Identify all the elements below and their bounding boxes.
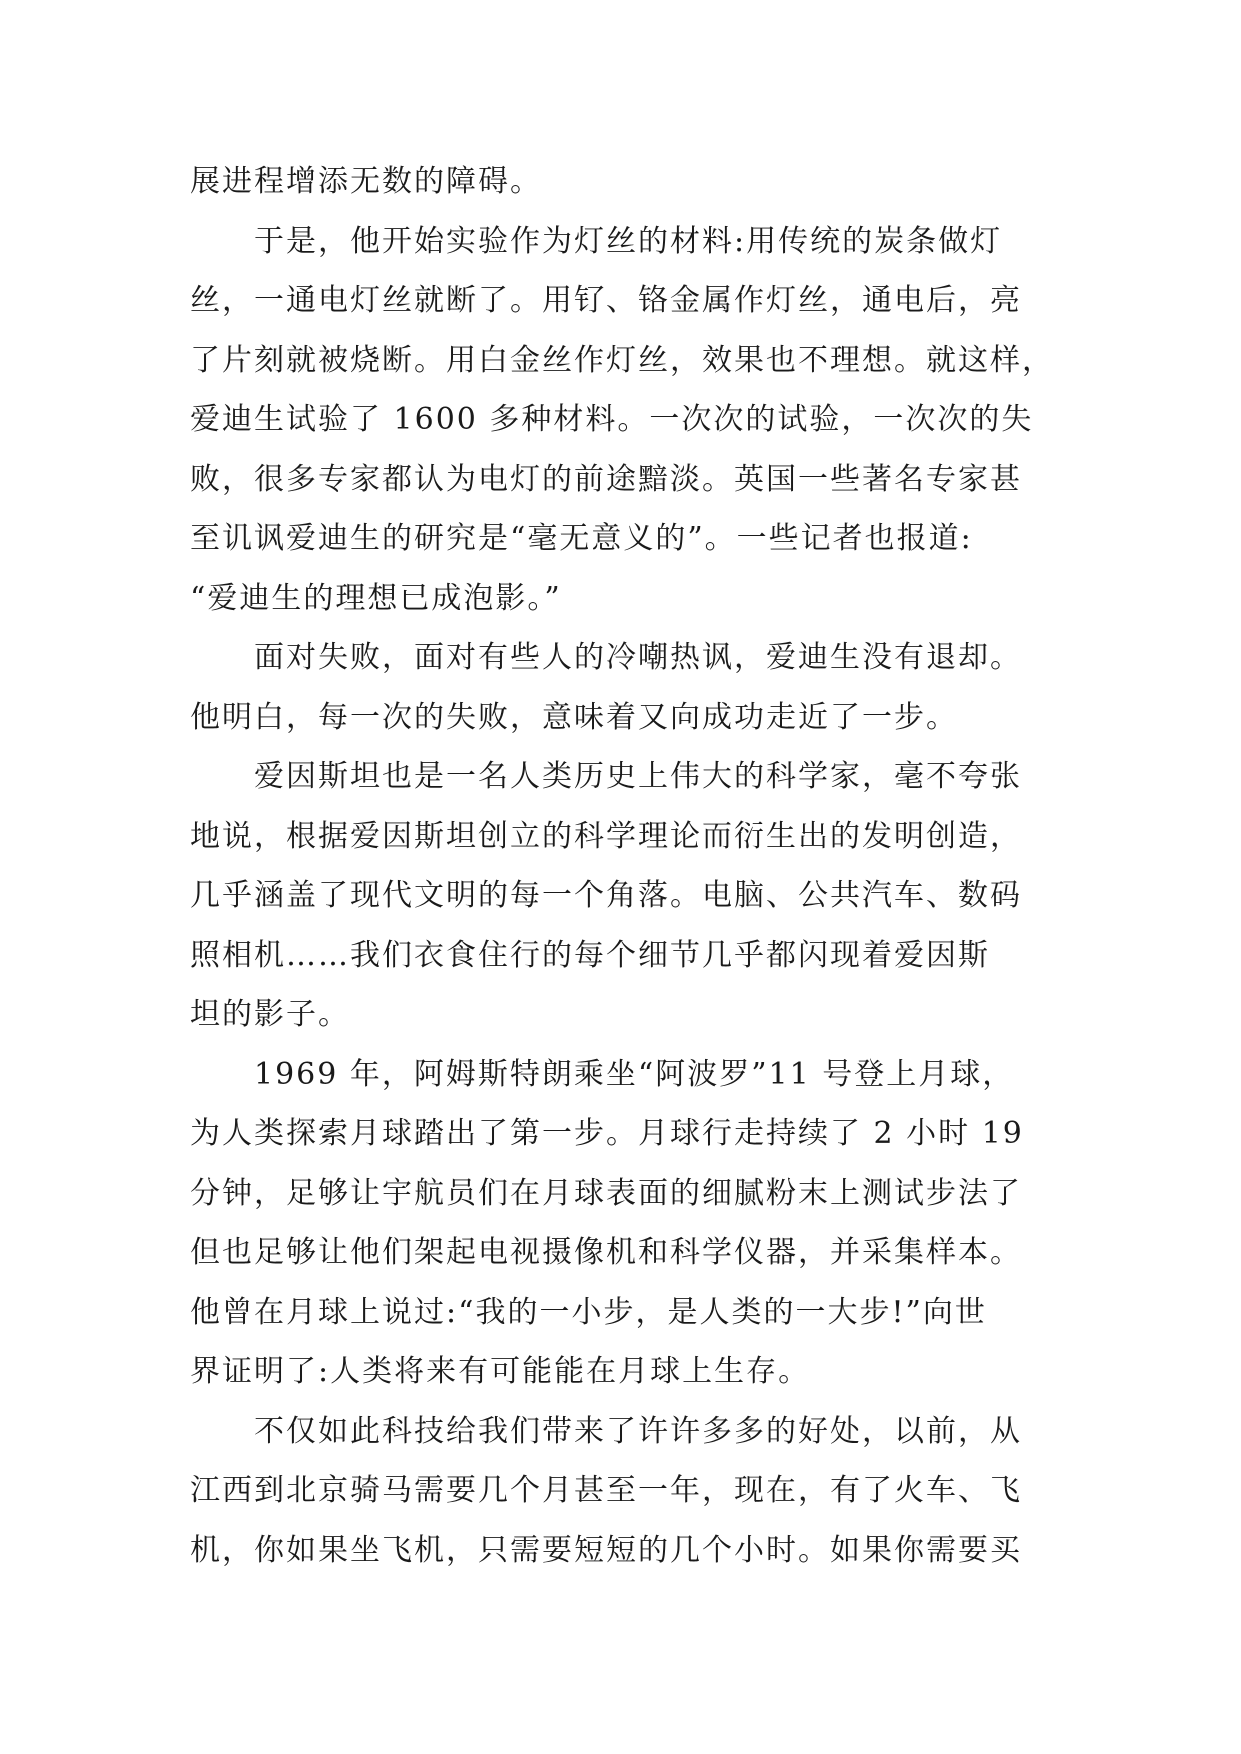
text-line: 1969 年，阿姆斯特朗乘坐“阿波罗”11 号登上月球，	[254, 1056, 1015, 1092]
text-line: 展进程增添无数的障碍。	[190, 164, 542, 199]
text-line: 丝，一通电灯丝就断了。用钌、铬金属作灯丝，通电后，亮	[190, 283, 1022, 318]
text-line: 但也足够让他们架起电视摄像机和科学仪器，并采集样本。	[190, 1235, 1022, 1270]
text-line: 他明白，每一次的失败，意味着又向成功走近了一步。	[190, 699, 958, 735]
text-line: 至讥讽爱迪生的研究是“毫无意义的”。一些记者也报道:	[190, 521, 973, 556]
text-line: 照相机……我们衣食住行的每个细节几乎都闪现着爱因斯	[190, 937, 990, 973]
text-line: 爱迪生试验了 1600 多种材料。一次次的试验，一次次的失	[190, 402, 1034, 437]
text-line: 爱因斯坦也是一名人类历史上伟大的科学家，毫不夸张	[254, 759, 1022, 794]
text-line: 江西到北京骑马需要几个月甚至一年，现在，有了火车、飞	[190, 1473, 1022, 1508]
text-line: 界证明了:人类将来有可能能在月球上生存。	[190, 1354, 811, 1389]
text-line: 于是，他开始实验作为灯丝的材料:用传统的炭条做灯	[254, 223, 1003, 259]
text-line: 机，你如果坐飞机，只需要短短的几个小时。如果你需要买	[190, 1532, 1022, 1568]
text-line: 地说，根据爱因斯坦创立的科学理论而衍生出的发明创造，	[190, 818, 1022, 854]
text-line: 不仅如此科技给我们带来了许许多多的好处，以前，从	[254, 1413, 1022, 1449]
text-line: 几乎涵盖了现代文明的每一个角落。电脑、公共汽车、数码	[190, 878, 1022, 913]
document-body	[190, 152, 1060, 1580]
text-line: 他曾在月球上说过:“我的一小步，是人类的一大步!”向世	[190, 1294, 987, 1330]
text-line: 分钟，足够让宇航员们在月球表面的细腻粉末上测试步法了	[190, 1175, 1022, 1211]
text-line: 为人类探索月球踏出了第一步。月球行走持续了 2 小时 19	[190, 1116, 1024, 1151]
text-line: 败，很多专家都认为电灯的前途黯淡。英国一些著名专家甚	[190, 461, 1022, 497]
text-line: 了片刻就被烧断。用白金丝作灯丝，效果也不理想。就这样，	[190, 342, 1054, 378]
text-line: 面对失败，面对有些人的冷嘲热讽，爱迪生没有退却。	[254, 640, 1022, 675]
text-line: 坦的影子。	[190, 997, 350, 1032]
text-line: “爱迪生的理想已成泡影。”	[190, 580, 562, 616]
